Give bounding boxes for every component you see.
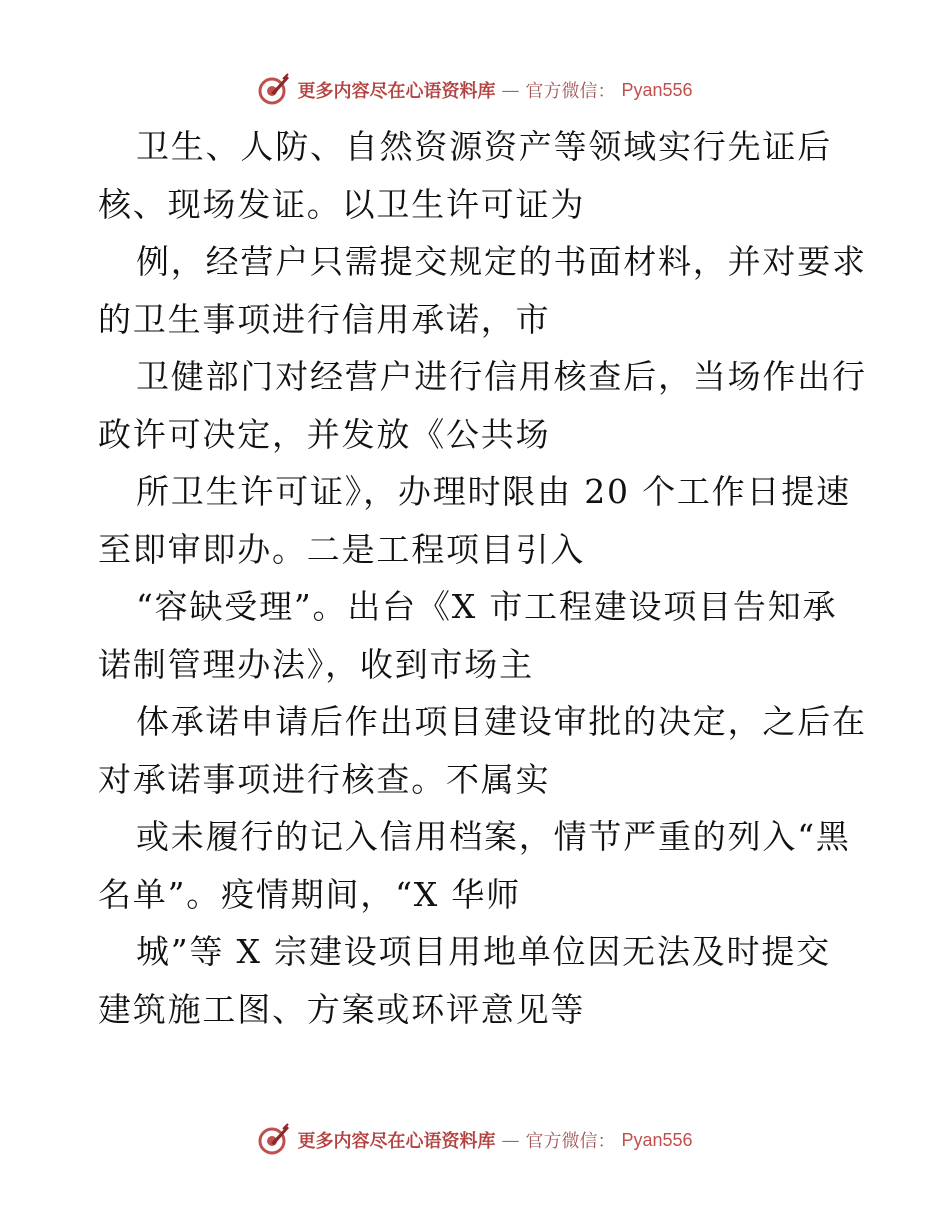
body-line: 所卫生许可证》，办理时限由 20 个工作日提速 bbox=[136, 472, 851, 511]
document-body bbox=[98, 118, 867, 1038]
body-line: 对承诺事项进行核查。不属实 bbox=[98, 759, 551, 799]
body-line: 核、现场发证。以卫生许可证为 bbox=[98, 184, 586, 224]
banner-wechat-label: 官方微信： bbox=[525, 81, 616, 102]
body-line: “容缺受理”。出台《X 市工程建设项目告知承 bbox=[136, 587, 838, 626]
body-line: 建筑施工图、方案或环评意见等 bbox=[98, 989, 586, 1029]
body-line: 诺制管理办法》，收到市场主 bbox=[98, 644, 534, 684]
body-line: 至即审即办。二是工程项目引入 bbox=[98, 529, 586, 569]
banner-content bbox=[257, 1123, 692, 1157]
banner-dash: — bbox=[501, 79, 520, 101]
banner-wechat-id: Pyan556 bbox=[621, 79, 693, 100]
banner-dash: — bbox=[501, 1129, 520, 1151]
body-line: 城”等 X 宗建设项目用地单位因无法及时提交 bbox=[136, 932, 831, 971]
body-line: 名单”。疫情期间，“X 华师 bbox=[98, 874, 521, 914]
body-line: 或未履行的记入信用档案，情节严重的列入“黑 bbox=[136, 817, 851, 856]
body-line: 例，经营户只需提交规定的书面材料，并对要求 bbox=[136, 242, 867, 281]
quill-logo-icon bbox=[257, 1123, 291, 1157]
body-line: 的卫生事项进行信用承诺，市 bbox=[98, 299, 551, 339]
quill-logo-icon bbox=[257, 73, 291, 107]
body-line: 卫健部门对经营户进行信用核查后，当场作出行 bbox=[136, 357, 867, 396]
footer-banner bbox=[0, 1120, 950, 1160]
banner-title: 更多内容尽在心语资料库 bbox=[297, 1131, 496, 1152]
banner-wechat-id: Pyan556 bbox=[621, 1129, 693, 1150]
body-line: 卫生、人防、自然资源资产等领域实行先证后 bbox=[136, 127, 832, 166]
header-banner bbox=[0, 70, 950, 110]
body-line: 体承诺申请后作出项目建设审批的决定，之后在 bbox=[136, 702, 867, 741]
banner-title: 更多内容尽在心语资料库 bbox=[297, 81, 496, 102]
body-line: 政许可决定，并发放《公共场 bbox=[98, 414, 551, 454]
banner-content bbox=[257, 73, 692, 107]
banner-wechat-label: 官方微信： bbox=[525, 1131, 616, 1152]
